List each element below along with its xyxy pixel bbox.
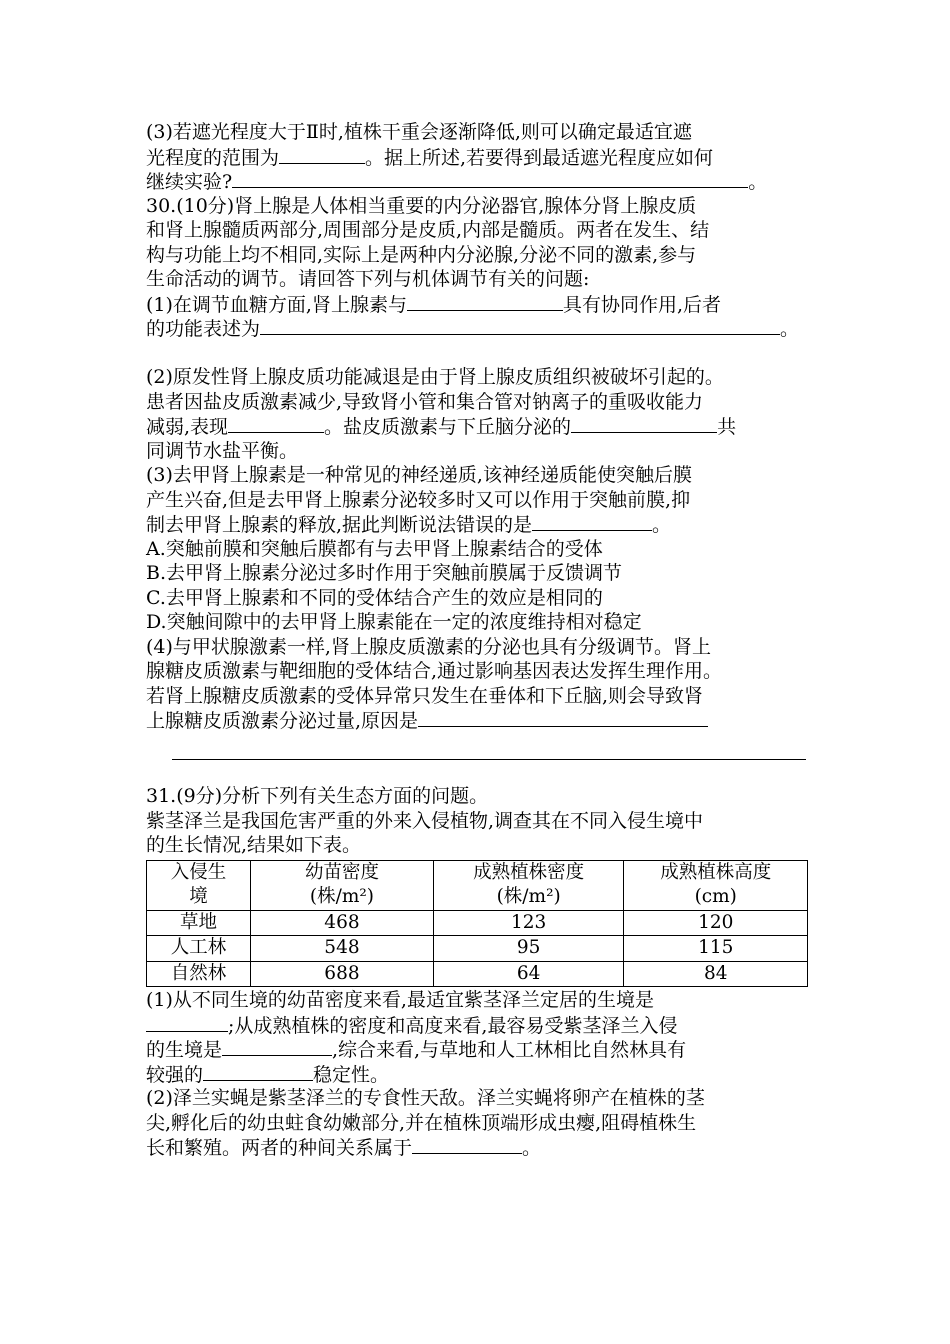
header-line: (cm) [694,886,737,907]
spacer [146,341,816,366]
table-cell: 95 [433,936,624,962]
table-cell: 115 [624,936,808,962]
q30-4-text-a: 上腺糖皮质激素分泌过量,原因是 [146,710,419,732]
q31-1-line3 [146,1037,816,1062]
q30-2-text-a: 减弱,表现 [146,416,229,438]
q30-1-line2 [146,316,816,341]
q30-1-text-a: (1)在调节血糖方面,肾上腺素与 [146,293,407,316]
q30-intro-line2: 和肾上腺髓质两部分,周围部分是皮质,内部是髓质。两者在发生、结 [146,219,710,241]
answer-blank-q29-experiment[interactable] [232,169,748,188]
q29-3-text-a: 光程度的范围为 [146,146,280,169]
q31-2-text-a: 长和繁殖。两者的种间关系属于 [146,1137,413,1159]
table-header-cell [251,860,434,910]
answer-blank-q31-relationship[interactable] [412,1135,522,1154]
table-header-cell [147,860,251,910]
answer-blank-q31-habitat-settle[interactable] [146,1013,228,1032]
table-cell: 84 [624,961,808,987]
q31-1-line2 [146,1013,816,1038]
q30-3-text-b: 。 [652,514,672,536]
q30-2-line3 [146,414,816,439]
q29-3-text-b: 。据上所述,若要得到最适遮光程度应如何 [365,146,714,169]
q29-3-line1: (3)若遮光程度大于Ⅱ时,植株干重会逐渐降低,则可以确定最适宜遮 [146,121,692,143]
q30-2-text-c: 共 [717,416,737,438]
q31-2-line1: (2)泽兰实蝇是紫茎泽兰的专食性天敌。泽兰实蝇将卵产在植株的茎 [146,1087,705,1109]
answer-blank-q31-stability[interactable] [203,1062,313,1081]
table-header-cell [624,860,808,910]
q31-2-line3 [146,1135,816,1160]
q30-3-line2: 产生兴奋,但是去甲肾上腺素分泌较多时又可以作用于突触前膜,抑 [146,488,691,511]
answer-blank-q31-habitat-invade[interactable] [222,1037,332,1056]
q30-2-line1: (2)原发性肾上腺皮质功能减退是由于肾上腺皮质组织被破坏引起的。 [146,366,724,388]
q31-2-text-b: 。 [522,1137,542,1159]
q29-3-line3 [146,169,816,194]
table-cell: 688 [251,961,434,987]
q31-intro-line2: 的生长情况,结果如下表。 [146,834,362,856]
header-line: 入侵生 [170,861,227,883]
q31-1-text-c: ,综合来看,与草地和人工林相比自然林具有 [332,1039,687,1061]
answer-blank-q30-hormone[interactable] [407,292,563,311]
answer-blank-q30-reason[interactable] [418,708,708,727]
table-cell: 120 [624,910,808,936]
table-cell: 64 [433,961,624,987]
table-header-row [147,860,808,910]
header-line: 成熟植株高度 [660,861,772,883]
q30-4-line3: 若肾上腺糖皮质激素的受体异常只发生在垂体和下丘脑,则会导致肾 [146,684,704,707]
q31-1-text-a: ;从成熟植株的密度和高度来看,最容易受紫茎泽兰入侵 [228,1014,678,1037]
q29-3-text-d: 。 [748,171,768,193]
q30-4-line4 [146,708,816,733]
q29-3-text-c: 继续实验? [146,171,233,193]
header-line: 境 [189,886,208,907]
answer-blank-q30-function[interactable] [260,316,780,335]
table-cell: 自然林 [147,961,251,987]
q30-3-line1: (3)去甲肾上腺素是一种常见的神经递质,该神经递质能使突触后膜 [146,464,692,486]
q30-2-line2: 患者因盐皮质激素减少,导致肾小管和集合管对钠离子的重吸收能力 [146,390,704,413]
q30-4-line2: 腺糖皮质激素与靶细胞的受体结合,通过影响基因表达发挥生理作用。 [146,660,723,682]
option-c: C.去甲肾上腺素和不同的受体结合产生的效应是相同的 [146,586,603,609]
answer-blank-q30-choice[interactable] [532,512,652,531]
page-content [146,120,816,1160]
header-line: (株/m²) [496,886,561,907]
answer-blank-q30-hypothalamus-hormone[interactable] [571,414,717,433]
q29-3-line2 [146,145,816,170]
q31-1-text-e: 稳定性。 [313,1063,390,1086]
q31-1-line4 [146,1062,816,1087]
q30-4-line1: (4)与甲状腺激素一样,肾上腺皮质激素的分泌也具有分级调节。肾上 [146,635,711,658]
q30-1-text-d: 。 [780,318,800,340]
q30-intro-line3: 构与功能上均不相同,实际上是两种内分泌腺,分泌不同的激素,参与 [146,243,697,266]
answer-blank-q29-range[interactable] [279,145,365,164]
spacer [146,760,816,785]
q30-2-line4: 同调节水盐平衡。 [146,439,299,462]
table-cell: 人工林 [147,936,251,962]
habitat-table [146,860,808,988]
table-row [147,910,808,936]
q30-2-text-b: 。盐皮质激素与下丘脑分泌的 [324,416,572,438]
answer-line-q30-reason-cont[interactable] [172,733,806,760]
header-line: 幼苗密度 [304,861,379,883]
answer-blank-q30-symptom[interactable] [228,414,324,433]
q31-2-line2: 尖,孵化后的幼虫蛀食幼嫩部分,并在植株顶端形成虫瘿,阻碍植株生 [146,1111,697,1134]
q31-intro-line1: 紫茎泽兰是我国危害严重的外来入侵植物,调查其在不同入侵生境中 [146,809,704,832]
header-line: 成熟植株密度 [473,861,585,883]
option-b: B.去甲肾上腺素分泌过多时作用于突触前膜属于反馈调节 [146,562,623,584]
table-header-cell [433,860,624,910]
q30-3-text-a: 制去甲肾上腺素的释放,据此判断说法错误的是 [146,514,533,536]
q30-1-line1 [146,292,816,317]
table-cell: 123 [433,910,624,936]
table-row [147,936,808,962]
q30-intro-line1: 30.(10分)肾上腺是人体相当重要的内分泌器官,腺体分肾上腺皮质 [146,194,697,217]
option-d: D.突触间隙中的去甲肾上腺素能在一定的浓度维持相对稳定 [146,611,642,633]
q31-title: 31.(9分)分析下列有关生态方面的问题。 [146,785,489,807]
q30-1-text-c: 的功能表述为 [146,318,261,340]
q30-1-text-b: 具有协同作用,后者 [562,293,722,316]
header-line: (株/m²) [309,886,375,907]
q31-1-line1: (1)从不同生境的幼苗密度来看,最适宜紫茎泽兰定居的生境是 [146,989,654,1011]
q30-3-line3 [146,512,816,537]
table-cell: 468 [251,910,434,936]
table-cell: 草地 [147,910,251,936]
q30-intro-line4: 生命活动的调节。请回答下列与机体调节有关的问题: [146,268,590,290]
option-a: A.突触前膜和突触后膜都有与去甲肾上腺素结合的受体 [146,537,603,560]
table-row [147,961,808,987]
table-cell: 548 [251,936,434,962]
q31-1-text-b: 的生境是 [146,1039,223,1061]
q31-1-text-d: 较强的 [146,1063,204,1086]
